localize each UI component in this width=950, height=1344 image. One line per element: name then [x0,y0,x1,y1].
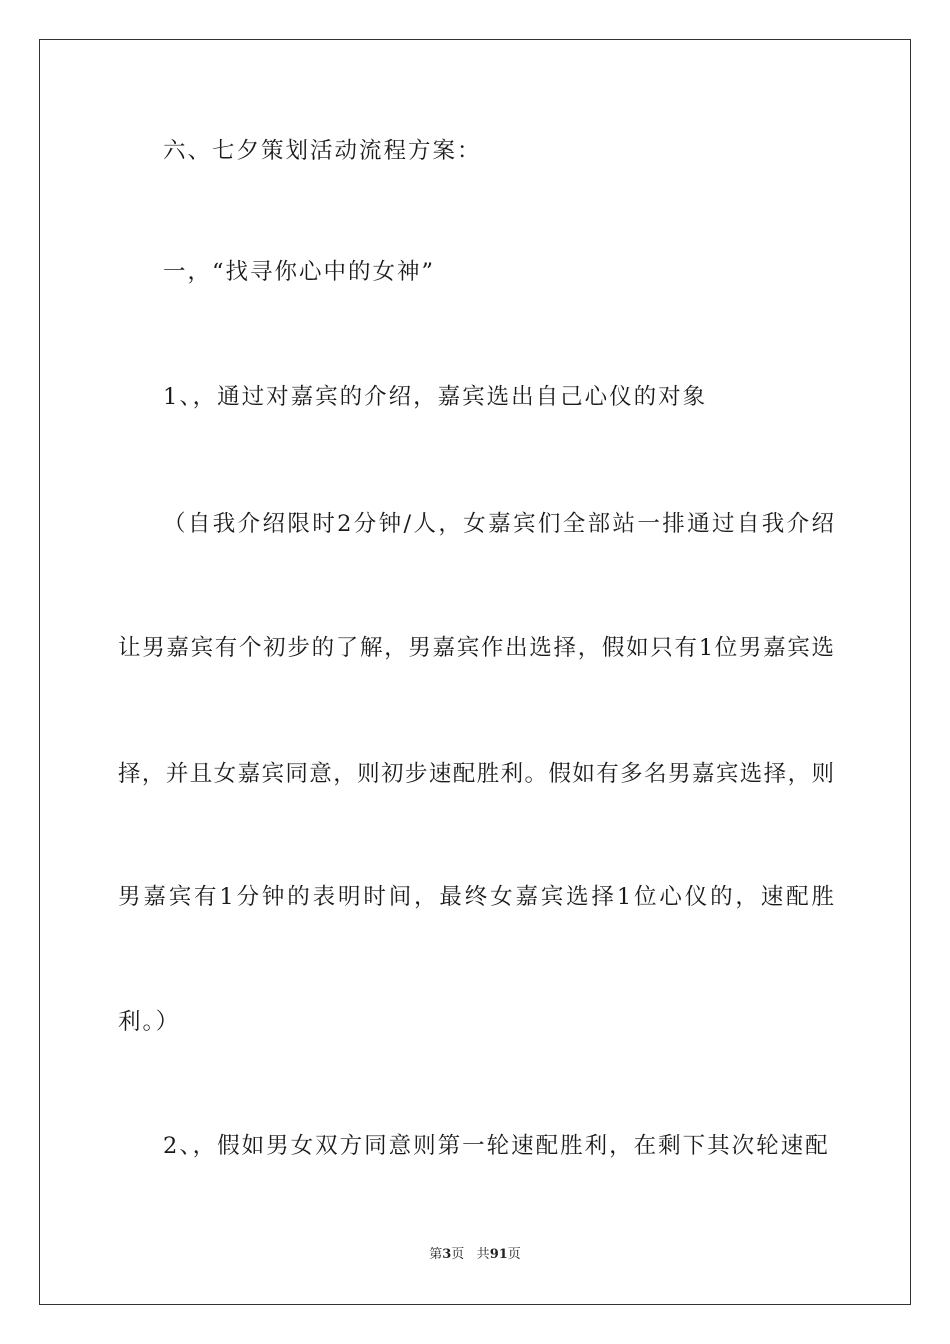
paragraph-line: 择，并且女嘉宾同意，则初步速配胜利。假如有多名男嘉宾选择，则 [118,761,834,787]
paragraph-line: 利。） [118,1009,181,1035]
page-number: 3 [442,1247,452,1262]
section-heading: 六、七夕策划活动流程方案： [163,138,482,164]
total-prefix: 共 [476,1247,490,1262]
page-prefix: 第 [429,1247,443,1262]
page-border [39,39,911,1305]
subsection-heading: 一，“找寻你心中的女神” [163,259,436,285]
total-pages: 91 [489,1247,508,1262]
paragraph-line: 男嘉宾有1分钟的表明时间，最终女嘉宾选择1位心仪的，速配胜 [118,884,834,910]
paragraph-line: 1、，通过对嘉宾的介绍，嘉宾选出自己心仪的对象 [163,384,708,410]
page-footer [0,1246,950,1264]
paragraph-line: 让男嘉宾有个初步的了解，男嘉宾作出选择，假如只有1位男嘉宾选 [118,635,834,661]
total-suffix: 页 [507,1247,521,1262]
paragraph-line: 2、，假如男女双方同意则第一轮速配胜利，在剩下其次轮速配 [163,1133,830,1159]
paragraph-line: （自我介绍限时2分钟/人，女嘉宾们全部站一排通过自我介绍 [163,511,834,537]
page-suffix: 页 [451,1247,465,1262]
